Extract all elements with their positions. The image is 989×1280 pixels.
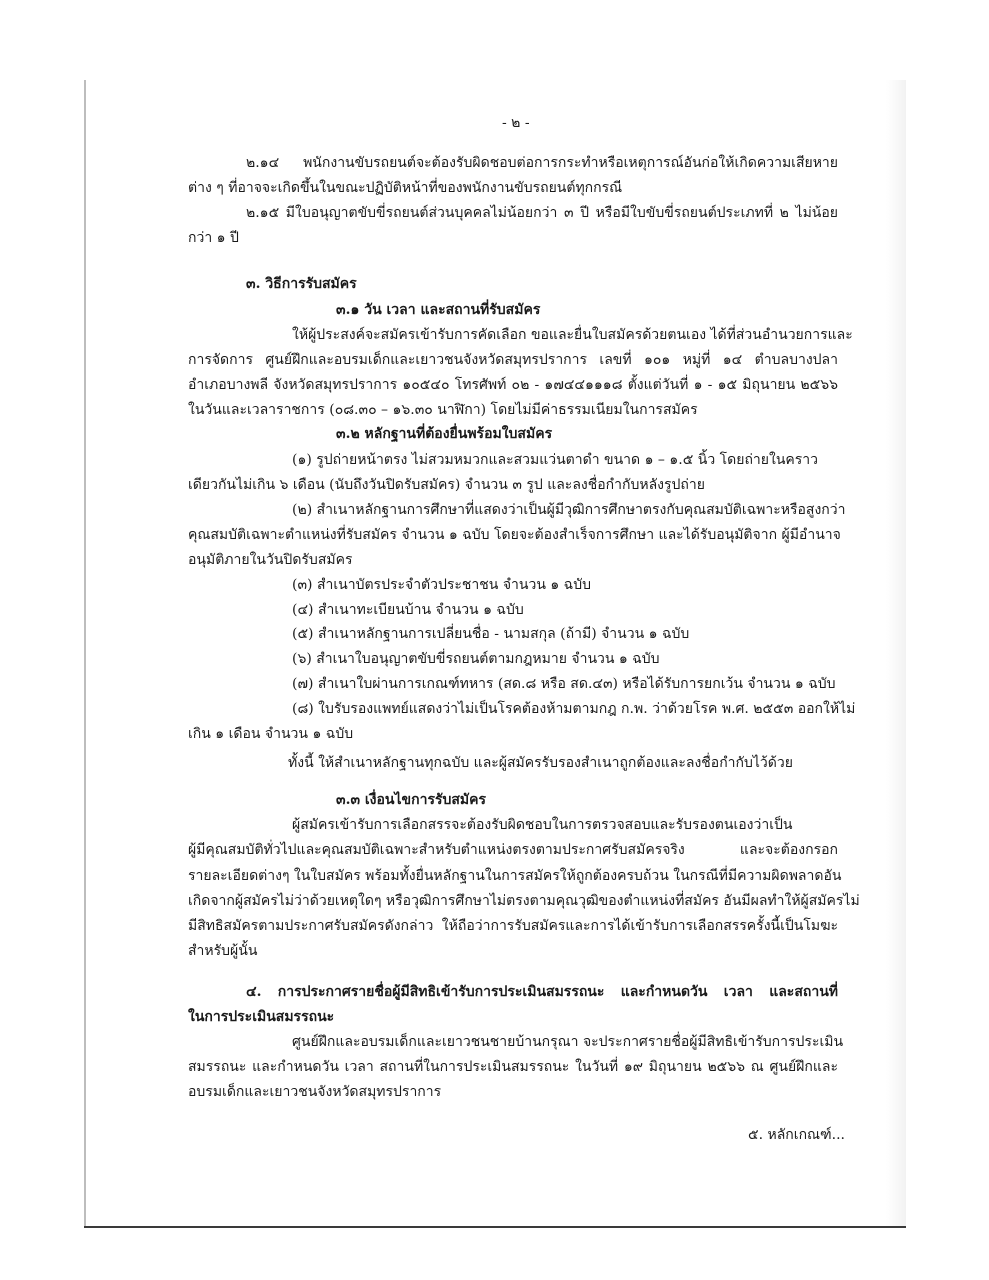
item-2-15-line-1: ๒.๑๕ มีใบอนุญาตขับขี่รถยนต์ส่วนบุคคลไม่น้อยกว่า ๓ ปี หรือมีใบขับขี่รถยนต์ประเภทที่ ๒ ไม่น้อย xyxy=(246,205,838,221)
doc-4: (๔) สำเนาทะเบียนบ้าน จำนวน ๑ ฉบับ xyxy=(292,602,524,618)
paper-right-shade xyxy=(886,80,906,1228)
doc-1-line-2: เดียวกันไม่เกิน ๖ เดือน (นับถึงวันปิดรับสมัคร) จำนวน ๓ รูป และลงชื่อกำกับหลังรูปถ่าย xyxy=(188,477,705,493)
doc-6: (๖) สำเนาใบอนุญาตขับขี่รถยนต์ตามกฎหมาย จำนวน ๑ ฉบับ xyxy=(292,651,660,667)
doc-5: (๕) สำเนาหลักฐานการเปลี่ยนชื่อ - นามสกุล (ถ้ามี) จำนวน ๑ ฉบับ xyxy=(292,626,690,642)
continuation-marker: ๕. หลักเกณฑ์... xyxy=(748,1127,846,1143)
doc-8-line-1: (๘) ใบรับรองแพทย์แสดงว่าไม่เป็นโรคต้องห้ามตามกฎ ก.พ. ว่าด้วยโรค พ.ศ. ๒๕๕๓ ออกให้ไม่ xyxy=(292,701,856,717)
section-3-1-line-1: ให้ผู้ประสงค์จะสมัครเข้ารับการคัดเลือก ขอและยื่นใบสมัครด้วยตนเอง ได้ที่ส่วนอำนวยการและ xyxy=(292,327,853,343)
section-3-title: ๓. วิธีการรับสมัคร xyxy=(246,276,357,292)
doc-2-line-2: คุณสมบัติเฉพาะตำแหน่งที่รับสมัคร จำนวน ๑ ฉบับ โดยจะต้องสำเร็จการศึกษา และได้รับอนุมัติจาก ผู้มีอำนาจ xyxy=(188,527,841,543)
section-4-title-line-2: ในการประเมินสมรรถนะ xyxy=(188,1009,335,1025)
page-number: - ๒ - xyxy=(502,115,530,131)
section-3-3-line-4: เกิดจากผู้สมัครไม่ว่าด้วยเหตุใดๆ หรือวุฒิการศึกษาไม่ตรงตามคุณวุฒิของตำแหน่งที่สมัคร อันมีผลทำให้ผู้สมัครไม่ xyxy=(188,893,860,909)
doc-1-line-1: (๑) รูปถ่ายหน้าตรง ไม่สวมหมวกและสวมแว่นตาดำ ขนาด ๑ – ๑.๕ นิ้ว โดยถ่ายในคราว xyxy=(292,452,818,468)
item-2-15-line-2: กว่า ๑ ปี xyxy=(188,230,239,246)
section-3-3-line-6: สำหรับผู้นั้น xyxy=(188,943,258,959)
doc-2-line-1: (๒) สำเนาหลักฐานการศึกษาที่แสดงว่าเป็นผู้มีวุฒิการศึกษาตรงกับคุณสมบัติเฉพาะหรือสูงกว่า xyxy=(292,502,846,518)
doc-2-line-3: อนุมัติภายในวันปิดรับสมัคร xyxy=(188,552,353,568)
section-3-2-title: ๓.๒ หลักฐานที่ต้องยื่นพร้อมใบสมัคร xyxy=(336,426,553,442)
section-3-3-line-1: ผู้สมัครเข้ารับการเลือกสรรจะต้องรับผิดชอบในการตรวจสอบและรับรองตนเองว่าเป็น xyxy=(292,817,793,833)
documents-note: ทั้งนี้ ให้สำเนาหลักฐานทุกฉบับ และผู้สมัครรับรองสำเนาถูกต้องและลงชื่อกำกับไว้ด้วย xyxy=(288,755,793,771)
section-4-line-3: อบรมเด็กและเยาวชนจังหวัดสมุทรปราการ xyxy=(188,1084,442,1100)
item-2-14-line-2: ต่าง ๆ ที่อาจจะเกิดขึ้นในขณะปฏิบัติหน้าที่ของพนักงานขับรถยนต์ทุกกรณี xyxy=(188,180,623,196)
section-4-line-2: สมรรถนะ และกำหนดวัน เวลา สถานที่ในการประเมินสมรรถนะ ในวันที่ ๑๙ มิถุนายน ๒๕๖๖ ณ ศูนย์ฝึกและ xyxy=(188,1059,838,1075)
section-4-title-line-1: ๔. การประกาศรายชื่อผู้มีสิทธิเข้ารับการประเมินสมรรถนะ และกำหนดวัน เวลา และสถานที่ xyxy=(246,984,838,1000)
doc-7: (๗) สำเนาใบผ่านการเกณฑ์ทหาร (สด.๘ หรือ สด.๔๓) หรือได้รับการยกเว้น จำนวน ๑ ฉบับ xyxy=(292,676,836,692)
doc-3: (๓) สำเนาบัตรประจำตัวประชาชน จำนวน ๑ ฉบับ xyxy=(292,577,591,593)
section-3-3-title: ๓.๓ เงื่อนไขการรับสมัคร xyxy=(336,792,487,808)
item-2-14-line-1: ๒.๑๔ พนักงานขับรถยนต์จะต้องรับผิดชอบต่อการกระทำหรือเหตุการณ์อันก่อให้เกิดความเสียหาย xyxy=(246,155,838,171)
paper-left-edge xyxy=(84,80,86,1228)
section-3-1-line-3: อำเภอบางพลี จังหวัดสมุทรปราการ ๑๐๕๔๐ โทรศัพท์ ๐๒ - ๑๗๔๔๑๑๑๘ ตั้งแต่วันที่ ๑ - ๑๕ มิถุนายน ๒๕๖๖ xyxy=(188,377,838,393)
section-3-1-line-2: การจัดการ ศูนย์ฝึกและอบรมเด็กและเยาวชนจังหวัดสมุทรปราการ เลขที่ ๑๐๑ หมู่ที่ ๑๔ ตำบลบางปลา xyxy=(188,352,838,368)
paper-bottom-edge xyxy=(84,1226,906,1228)
section-3-3-line-3: รายละเอียดต่างๆ ในใบสมัคร พร้อมทั้งยื่นหลักฐานในการสมัครให้ถูกต้องครบถ้วน ในกรณีที่มีความผิดพลาดอัน xyxy=(188,868,842,884)
doc-8-line-2: เกิน ๑ เดือน จำนวน ๑ ฉบับ xyxy=(188,726,354,742)
section-3-3-line-5: มีสิทธิสมัครตามประกาศรับสมัครดังกล่าว ให้ถือว่าการรับสมัครและการได้เข้ารับการเลือกสรรครั้งนี้เป็นโมฆะ xyxy=(188,918,838,934)
section-3-1-line-4: ในวันและเวลาราชการ (๐๘.๓๐ – ๑๖.๓๐ นาฬิกา) โดยไม่มีค่าธรรมเนียมในการสมัคร xyxy=(188,402,698,418)
section-3-1-title: ๓.๑ วัน เวลา และสถานที่รับสมัคร xyxy=(336,302,541,318)
section-3-3-line-2: ผู้มีคุณสมบัติทั่วไปและคุณสมบัติเฉพาะสำหรับตำแหน่งตรงตามประกาศรับสมัครจริง และจะต้องกรอก xyxy=(188,842,838,858)
section-4-line-1: ศูนย์ฝึกและอบรมเด็กและเยาวชนชายบ้านกรุณา จะประกาศรายชื่อผู้มีสิทธิเข้ารับการประเมิน xyxy=(292,1034,844,1050)
